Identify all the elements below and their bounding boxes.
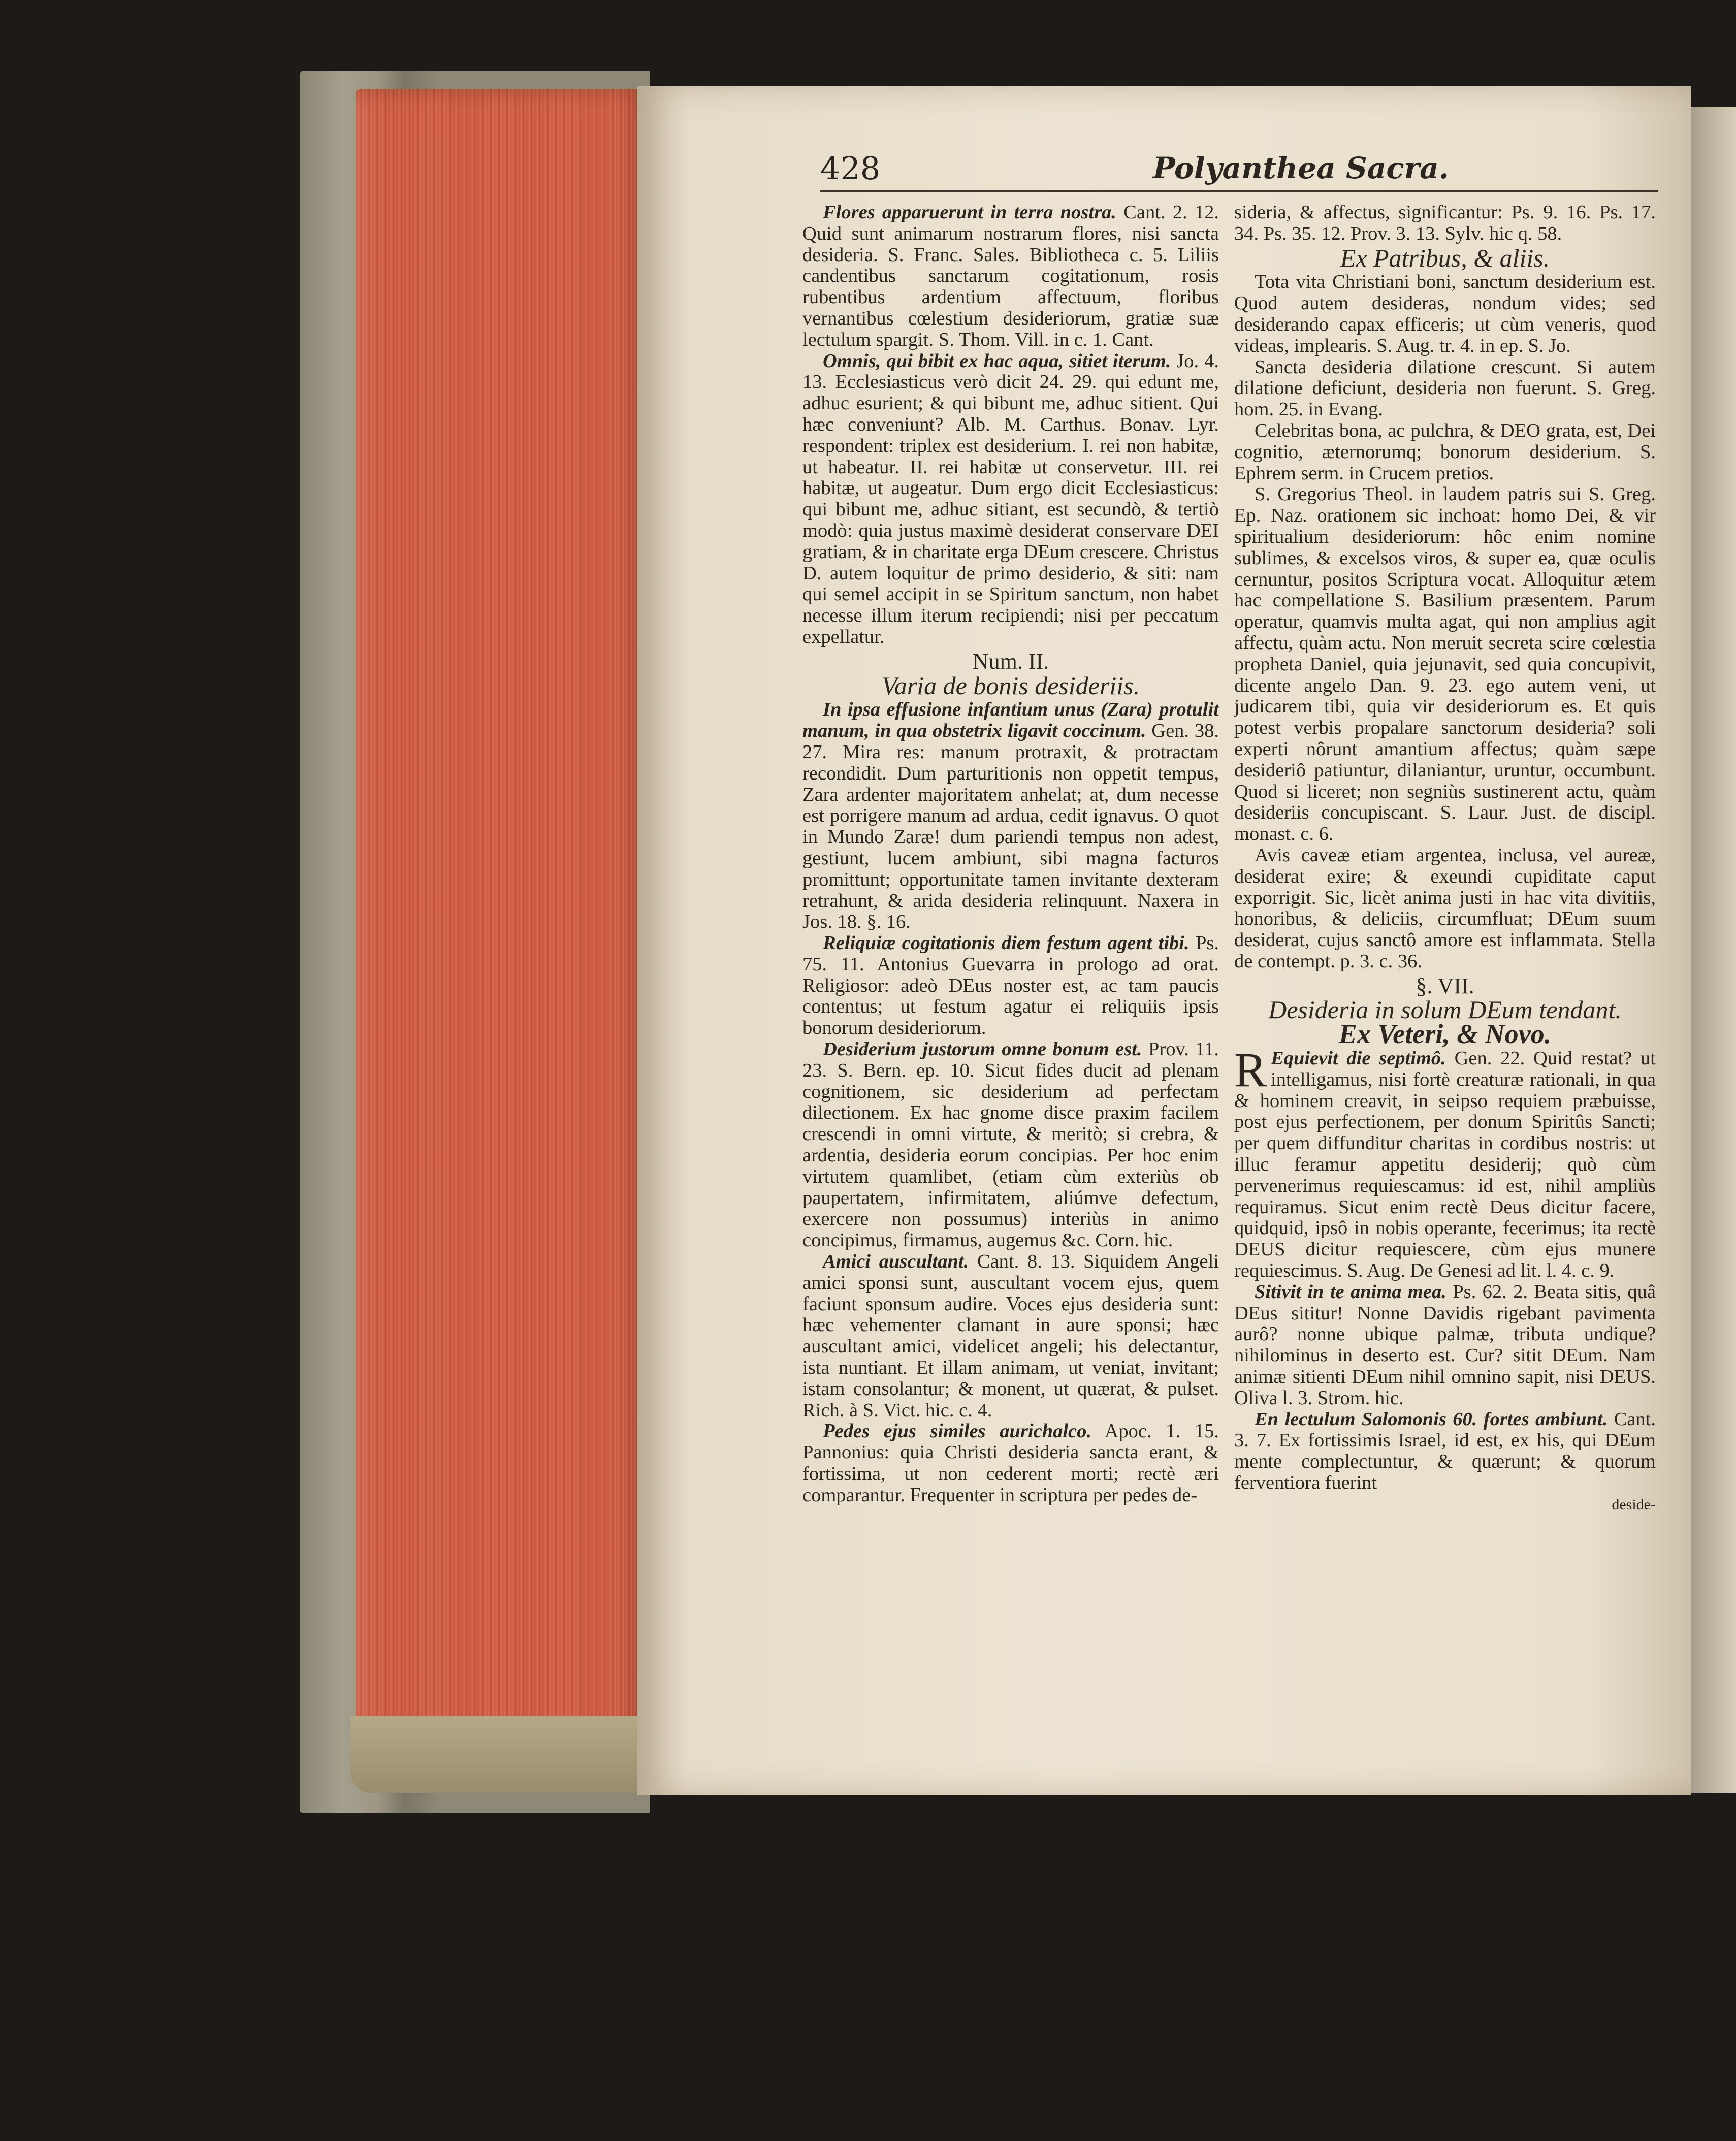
paragraph-text: Gen. 38. 27. Mira res: manum protraxit, & protractam recondidit. Dum parturitionis non oppetit tempus, Zara ardenter majoritatem anhelat; at, dum necesse est porrigere manum ad ardua, cedit ignavus. O quot in Mundo Zaræ! dum pariendi tempus non adest, gestiunt, lucem ambiunt, sibi magna facturos promittunt; opportunitate tamen invitante dexteram retrahunt, & arida desideria relinquunt. Naxera in Jos. 18. §. 16. — [802, 720, 1219, 933]
scripture-quote: Sitivit in te anima mea. — [1255, 1281, 1446, 1303]
section-subtitle: Ex Veteri, & Novo. — [1338, 1019, 1552, 1050]
paragraph-text: Sancta desideria dilatione crescunt. Si autem dilatione deficiunt, desideria non fuerunt. S. Greg. hom. 25. in Evang. — [1234, 356, 1656, 420]
paragraph-text: Cant. 8. 13. Siquidem Angeli amici sponsi sunt, auscultant vocem ejus, quem faciunt sponsum audire. Voces ejus desideria sunt: hæc vehementer clamant in aure sponsi; hæc auscultant amici, videlicet angeli; his delectantur, ista nuntiant. Et illam animam, ut veniat, invitant; istam consolantur; & monent, ut quærat, & pulset. Rich. à S. Vict. hic. c. 4. — [802, 1251, 1219, 1421]
paragraph — [802, 1251, 1219, 1421]
scripture-quote: En lectulum Salomonis 60. fortes ambiunt. — [1255, 1408, 1608, 1430]
paragraph-text: S. Gregorius Theol. in laudem patris sui S. Greg. Ep. Naz. orationem sic inchoat: homo Dei, & vir spiritualium desideriorum: hôc enim nomine sublimes, & excelsos viros, & super ea, quæ oculis cernuntur, positos Scriptura vocat. Alloquitur ætem hac compellatione S. Basilium præsentem. Parum operatur, quamvis multa agat, qui non amplius agit affectu, quàm actu. Non meruit secreta scire cœlestia propheta Daniel, quia jejunavit, sed quia concupivit, dicente angelo Dan. 9. 23. ego autem veni, ut judicarem tibi, quia vir desideriorum es. Et quis potest verbis propalare sanctorum desideria? soli experti nôrunt amantium affectus; quàm sæpe desideriô patiuntur, dilaniantur, uruntur, occumbunt. Quod si liceret; non segniùs sustinerent actu, quàm desideriis concupiscant. S. Laur. Just. de discipl. monast. c. 6. — [1234, 483, 1656, 845]
paragraph-text: Cant. 2. 12. Quid sunt animarum nostrarum flores, nisi sancta desideria. S. Franc. Sales. Bibliotheca c. 5. Liliis candentibus sanctarum cogitationum, rosis rubentibus ardentium affectuum, floribus vernantibus cœlestium desideriorum, gratiæ suæ lectulum spargit. S. Thom. Vill. in c. 1. Cant. — [802, 202, 1219, 350]
running-title: Polyanthea Sacra. — [1153, 151, 1449, 185]
page-number: 428 — [820, 150, 881, 187]
paragraph-text: sideria, & affectus, significantur: Ps. 9. 16. Ps. 17. 34. Ps. 35. 12. Prov. 3. 13. Sylv. hic q. 58. — [1234, 202, 1656, 244]
paragraph — [802, 1421, 1219, 1506]
paragraph-text: Tota vita Christiani boni, sanctum desiderium est. Quod autem desideras, nondum vides; sed desiderando capax efficeris; ut cùm veneris, quod videas, implearis. S. Aug. tr. 4. in ep. S. Jo. — [1234, 271, 1656, 356]
scripture-quote: Omnis, qui bibit ex hac aqua, sitiet iterum. — [823, 350, 1171, 372]
paragraph-text: Avis caveæ etiam argentea, inclusa, vel aureæ, desiderat exire; & exeundi cupiditate caput exporrigit. Sic, licèt anima justi in hac vita divitiis, honoribus, & deliciis, circumfluat; DEum suum desiderat, cujus sanctô amore est inflammata. Stella de contempt. p. 3. c. 36. — [1234, 844, 1656, 972]
scripture-quote: Reliquiæ cogitationis diem festum agent tibi. — [823, 932, 1190, 954]
scripture-quote: Desiderium justorum omne bonum est. — [823, 1039, 1142, 1060]
paragraph — [802, 933, 1219, 1039]
paragraph-text: Celebritas bona, ac pulchra, & DEO grata, est, Dei cognitio, æternorumq; bonorum desiderium. S. Ephrem serm. in Crucem pretios. — [1234, 419, 1656, 484]
section-number: Num. II. — [972, 648, 1049, 674]
section-title: Desideria in solum DEum tendant. — [1268, 995, 1622, 1024]
section-number: §. VII. — [1416, 973, 1474, 998]
section-title: Ex Patribus, & aliis. — [1340, 243, 1550, 272]
paragraph — [1234, 357, 1656, 420]
paragraph-text: Prov. 11. 23. S. Bern. ep. 10. Sicut fides ducit ad plenam cognitionem, sic desiderium ad perfectam dilectionem. Ex hac gnome disce praxim facilem crescendi in omni virtute, & meritò; si crebra, & ardentia, desideria eorum concipias. Per hoc enim virtutem quamlibet, (etiam cùm exteriùs ob paupertatem, infirmitatem, aliúmve defectum, exercere non possumus) interiùs in animo concipimus, firmamus, augemus &c. Corn. hic. — [802, 1039, 1219, 1251]
paragraph-text: Apoc. 1. 15. Pannonius: quia Christi desideria sancta erant, & fortissima, ut non cederent morti; rectè æri comparantur. Frequenter in scriptura per pedes de- — [802, 1420, 1219, 1506]
drop-cap: R — [1234, 1043, 1267, 1097]
paragraph — [1234, 484, 1656, 845]
paragraph — [802, 202, 1219, 351]
red-fore-edge — [356, 89, 650, 1788]
paragraph — [1234, 845, 1656, 972]
paragraph — [802, 1039, 1219, 1251]
paragraph-text: Gen. 22. Quid restat? ut intelligamus, nisi fortè creaturæ rationali, in qua & hominem creavit, in seipso requiem præbuisse, post ejus perfectionem, per donum Spiritûs Sancti; per quem diffunditur charitas in cordibus nostris: ut illuc feramur appetitu desiderij; quò cùm pervenerimus requiescamus: id est, nihil ampliùs requiramus. Sicut enim rectè Deus dicitur facere, quidquid, ipsô in nobis operante, fecerimus; ita rectè DEUS dicitur requiescere, cùm ejus munere requiescimus. S. Aug. De Genesi ad lit. l. 4. c. 9. — [1234, 1048, 1656, 1282]
paragraph — [1234, 1409, 1656, 1494]
header-rule — [820, 190, 1658, 192]
left-text-column — [802, 202, 1219, 1506]
catchword: deside- — [1612, 1496, 1656, 1513]
scripture-quote: Amici auscultant. — [823, 1251, 969, 1273]
next-page-edge — [1691, 107, 1736, 1793]
paragraph — [1234, 420, 1656, 484]
paragraph — [1234, 272, 1656, 356]
section-title: Varia de bonis desideriis. — [881, 671, 1140, 700]
scripture-quote: Equievit die septimô. — [1271, 1048, 1446, 1069]
paragraph — [1234, 1282, 1656, 1409]
worn-cover-corner — [350, 1716, 655, 1793]
paragraph — [802, 699, 1219, 933]
right-text-column — [1234, 202, 1656, 1515]
scripture-quote: Flores apparuerunt in terra nostra. — [823, 202, 1116, 223]
paragraph-text: Jo. 4. 13. Ecclesiasticus verò dicit 24. 29. qui edunt me, adhuc esurient; & qui bibunt me, adhuc sitient. Qui hæc conveniunt? Alb. M. Carthus. Bonav. Lyr. respondent: triplex est desiderium. I. rei non habitæ, ut habeatur. II. rei habitæ ut conservetur. III. rei habitæ, ut augeatur. Dum ergo dicit Ecclesiasticus: qui bibunt me, adhuc sitiant, est secundò, & tertiò modò: quia justus maximè desiderat conservare DEI gratiam, & in charitate erga DEum crescere. Christus D. autem loquitur de primo desiderio, & siti: nam qui semel accipit in se Spiritum sanctum, non habet necesse illum iterum recipiendi; nisi per peccatum expellatur. — [802, 350, 1219, 647]
scripture-quote: In ipsa effusione infantium unus (Zara) protulit manum, in qua obstetrix ligavit coccinum. — [802, 699, 1219, 742]
paragraph-text: Ps. 62. 2. Beata sitis, quâ DEus sititur! Nonne Davidis rigebant pavimenta aurô? nonne ubique palmæ, tributa undique? nihilominus in deserto est. Cur? sitit DEum. Nam animæ sitienti DEum nihil omnino sapit, nisi DEUS. Oliva l. 3. Strom. hic. — [1234, 1281, 1656, 1409]
paragraph-text: Cant. 3. 7. Ex fortissimis Israel, id est, ex his, qui DEum mente complectuntur, & quærunt; & quorum ferventiora fuerint — [1234, 1408, 1656, 1494]
paragraph — [1234, 202, 1656, 245]
paragraph — [1234, 1043, 1656, 1282]
scripture-quote: Pedes ejus similes aurichalco. — [823, 1420, 1092, 1442]
paragraph-text: Ps. 75. 11. Antonius Guevarra in prologo ad orat. Religiosor: adeò DEus noster est, ac tam paucis contentus; ut festum agatur ei reliquiis ipsis bonorum desideriorum. — [802, 932, 1219, 1039]
page-header — [820, 150, 1658, 196]
paragraph — [802, 351, 1219, 648]
